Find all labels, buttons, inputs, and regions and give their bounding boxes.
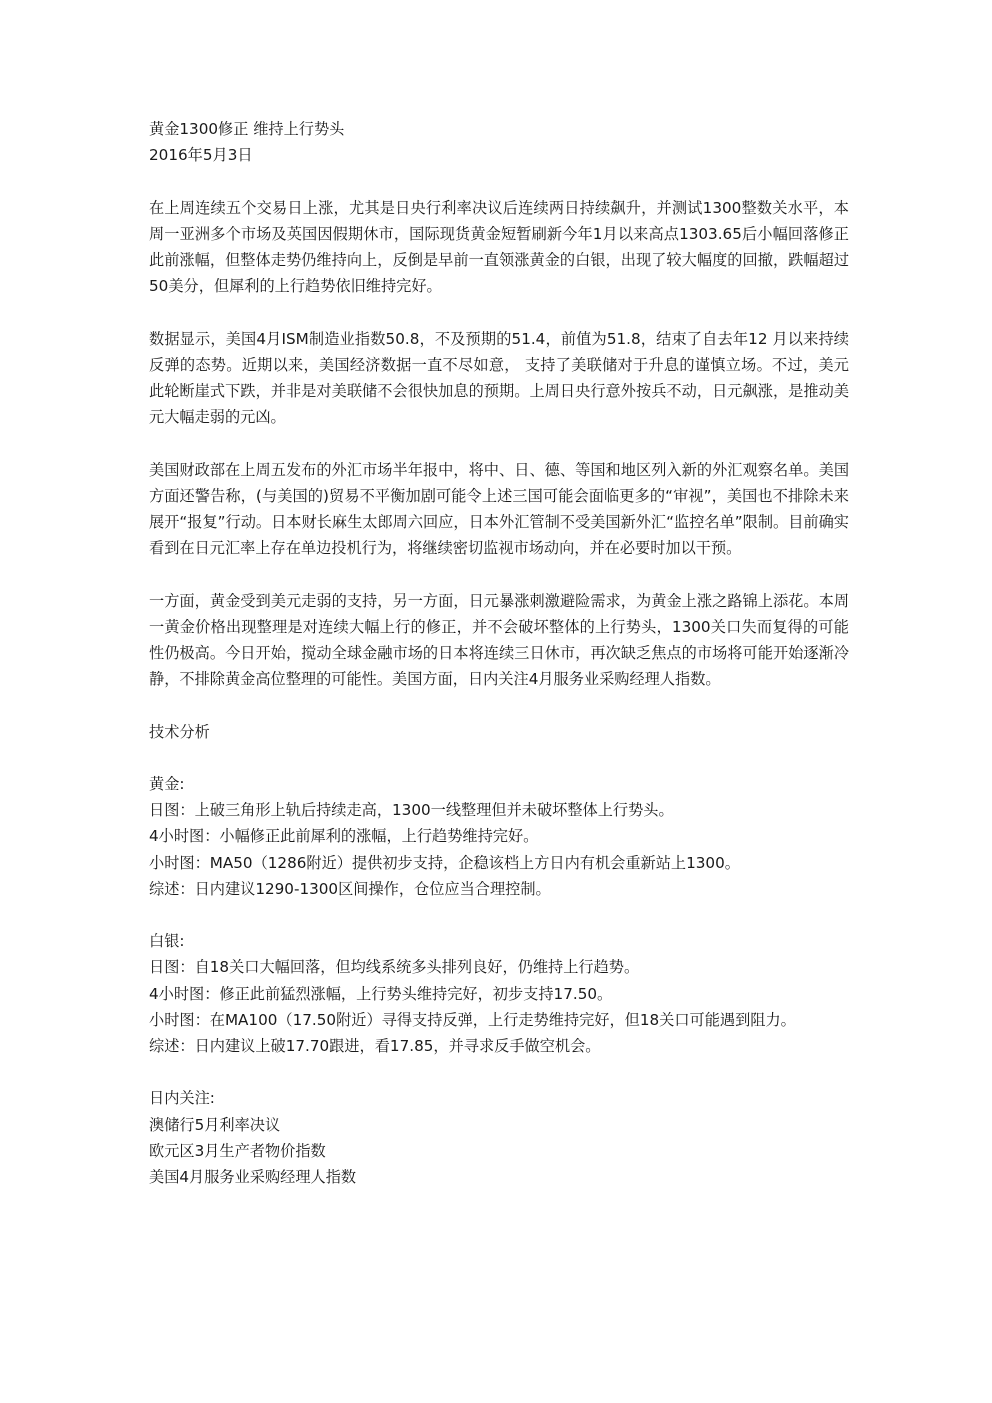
paragraph-3-text: 美国财政部在上周五发布的外汇市场半年报中，将中、日、德、等国和地区列入新的外汇观察名单。美国方面还警告称，(与美国的)贸易不平衡加剧可能令上述三国可能会面临更多的“审视”，美国也不排除未来展开“报复”行动。日本财长麻生太郎周六回应，日本外汇管制不受美国新外汇“监控名单”限制。目前确实看到在日元汇率上存在单边投机行为，将继续密切监视市场动向，并在必要时加以干预。: [149, 460, 849, 558]
silver-summary: 综述：日内建议上破17.70跟进，看17.85，并寻求反手做空机会。: [149, 1037, 601, 1055]
paragraph-4-text: 一方面，黄金受到美元走弱的支持，另一方面，日元暴涨刺激避险需求，为黄金上涨之路锦上添花。本周一黄金价格出现整理是对连续大幅上行的修正，并不会破坏整体的上行势头，1300关口失而复得的可能性仍极高。今日开始，搅动全球金融市场的日本将连续三日休市，再次缺乏焦点的市场将可能开始逐渐冷静，不排除黄金高位整理的可能性。美国方面，日内关注4月服务业采购经理人指数。: [149, 591, 849, 689]
silver-daily: 日图：自18关口大幅回落，但均线系统多头排列良好，仍维持上行趋势。: [149, 958, 640, 977]
gold-summary: 综述：日内建议1290-1300区间操作，仓位应当合理控制。: [149, 879, 551, 898]
paragraph-2-text: 数据显示，美国4月ISM制造业指数50.8，不及预期的51.4，前值为51.8，结束了自去年12 月以来持续反弹的态势。近期以来，美国经济数据一直不尽如意， 支持了美联储对于升息的谨慎立场。不过，美元此轮断崖式下跌，并非是对美联储不会很快加息的预期。上周日央行意外按兵不动，日元飙涨，是推动美元大幅走弱的元凶。: [149, 329, 849, 427]
spacer: [149, 902, 849, 928]
watch-item-2: 欧元区3月生产者物价指数: [149, 1141, 326, 1160]
article-title: 黄金1300修正 维持上行势头: [149, 120, 345, 138]
watch-item-1: 澳储行5月利率决议: [149, 1115, 281, 1134]
silver-label: 白银:: [149, 932, 185, 951]
spacer: [149, 168, 849, 194]
gold-daily: 日图：上破三角形上轨后持续走高，1300一线整理但并未破坏整体上行势头。: [149, 801, 674, 820]
silver-4h: 4小时图：修正此前猛烈涨幅，上行势头维持完好，初步支持17.50。: [149, 984, 613, 1003]
watch-section: [149, 1085, 849, 1190]
gold-section: [149, 771, 849, 902]
technical-analysis-heading: 技术分析: [149, 722, 210, 741]
paragraph-4: [149, 588, 849, 693]
watch-item-3: 美国4月服务业采购经理人指数: [149, 1168, 357, 1186]
paragraph-3: [149, 457, 849, 562]
spacer: [149, 745, 849, 771]
spacer: [149, 1059, 849, 1085]
paragraph-1-text: 在上周连续五个交易日上涨，尤其是日央行利率决议后连续两日持续飙升，并测试1300整数关水平，本周一亚洲多个市场及英国因假期休市，国际现货黄金短暂刷新今年1月以来高点1303.65后小幅回落修正此前涨幅，但整体走势仍维持向上，反倒是早前一直领涨黄金的白银，出现了较大幅度的回撤，跌幅超过50美分，但犀利的上行趋势依旧维持完好。: [149, 198, 849, 296]
gold-hourly: 小时图：MA50（1286附近）提供初步支持，企稳该档上方日内有机会重新站上1300。: [149, 853, 740, 872]
article-date: 2016年5月3日: [149, 146, 253, 165]
gold-4h: 4小时图：小幅修正此前犀利的涨幅，上行趋势维持完好。: [149, 827, 539, 846]
silver-section: [149, 928, 849, 1059]
document-page: [149, 116, 849, 1190]
paragraph-1: [149, 195, 849, 300]
gold-label: 黄金:: [149, 774, 185, 793]
paragraph-2: [149, 326, 849, 431]
silver-hourly: 小时图：在MA100（17.50附近）寻得支持反弹，上行走势维持完好，但18关口可能遇到阻力。: [149, 1010, 796, 1029]
watch-label: 日内关注:: [149, 1089, 215, 1108]
